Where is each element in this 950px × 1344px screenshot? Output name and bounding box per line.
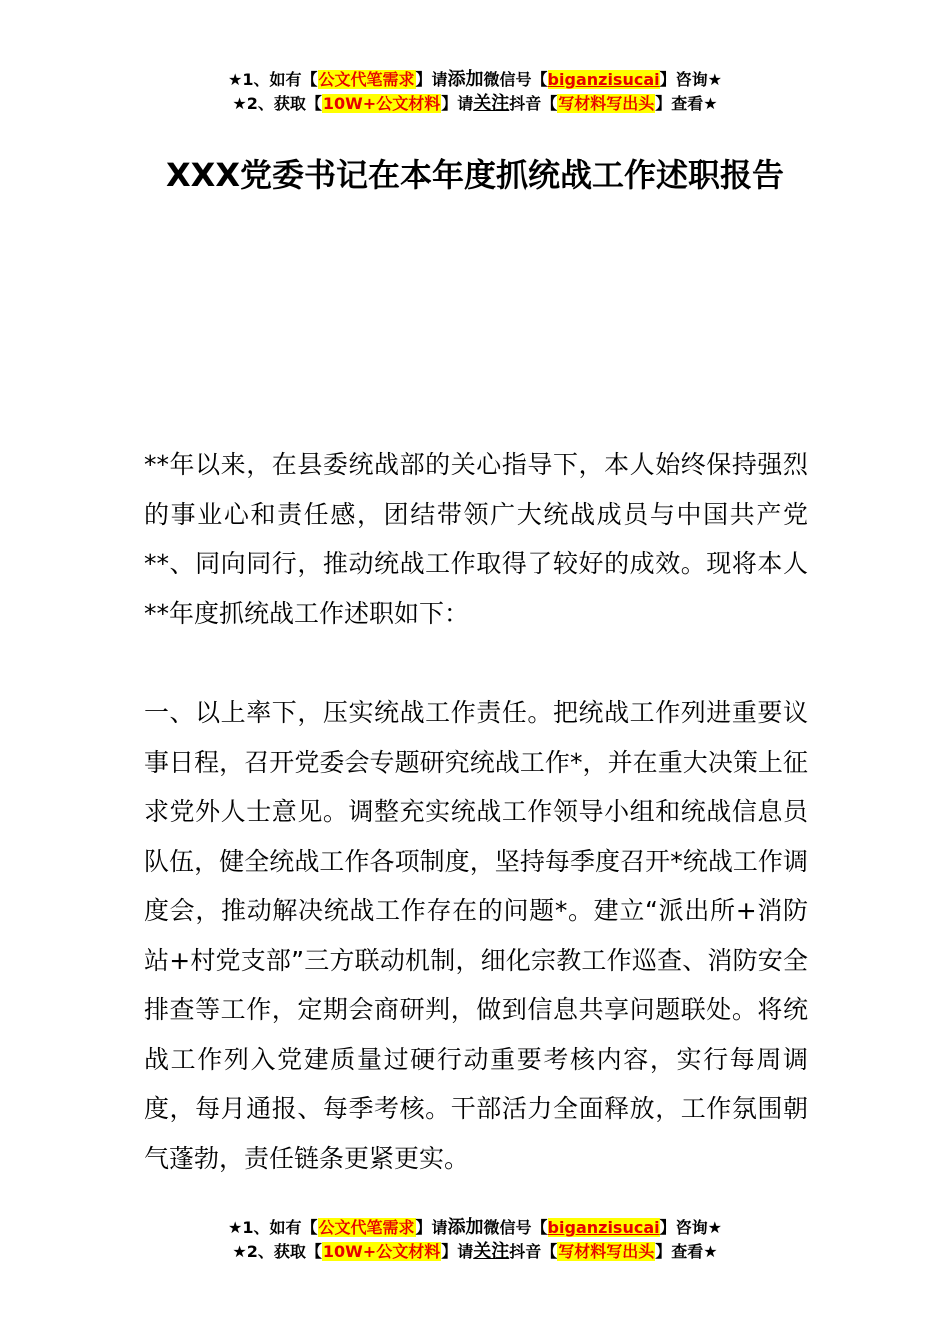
promo-line-1-emphasis: 添加 <box>447 1217 484 1238</box>
promo-line-1-mid2: 微信号【 <box>483 1218 548 1237</box>
promo-line-1-mid: 】请 <box>415 1218 448 1237</box>
promo-line-1-prefix: ★1、如有【 <box>228 70 318 89</box>
promo-line-2-mid2: 抖音【 <box>509 1242 558 1261</box>
promo-line-1-suffix: 】咨询★ <box>659 70 722 89</box>
promo-line-1-suffix: 】咨询★ <box>659 1218 722 1237</box>
promo-line-2-douyin-account: 写材料写出头 <box>558 94 655 113</box>
top-promo-banner <box>0 68 950 116</box>
body-paragraph-section-1: 一、以上率下，压实统战工作责任。把统战工作列进重要议事日程，召开党委会专题研究统战工作*，并在重大决策上征求党外人士意见。调整充实统战工作领导小组和统战信息员队伍，健全统战工作各项制度，坚持每季度召开*统战工作调度会，推动解决统战工作存在的问题*。建立“派出所+消防站+村党支部”三方联动机制，细化宗教工作巡查、消防安全排查等工作，定期会商研判，做到信息共享问题联处。将统战工作列入党建质量过硬行动重要考核内容，实行每周调度，每月通报、每季考核。干部活力全面释放，工作氛围朝气蓬勃，责任链条更紧更实。 <box>144 698 808 1173</box>
document-title: XXX党委书记在本年度抓统战工作述职报告 <box>165 156 785 194</box>
promo-line-2-mid: 】请 <box>441 94 474 113</box>
promo-line-2-suffix: 】查看★ <box>655 1242 718 1261</box>
promo-line-1-wechat-id[interactable]: biganzisucai <box>547 1218 660 1237</box>
body-paragraph-intro: **年以来，在县委统战部的关心指导下，本人始终保持强烈的事业心和责任感，团结带领广大统战成员与中国共产党**、同向同行，推动统战工作取得了较好的成效。现将本人**年度抓统战工作述职如下： <box>144 450 808 628</box>
promo-line-2-highlight-materials: 10W+公文材料 <box>322 94 441 113</box>
promo-line-2 <box>0 1240 950 1264</box>
promo-line-2-prefix: ★2、获取【 <box>232 1242 322 1261</box>
promo-line-2-mid2: 抖音【 <box>509 94 558 113</box>
promo-line-2-prefix: ★2、获取【 <box>232 94 322 113</box>
promo-line-1-wechat-id[interactable]: biganzisucai <box>547 70 660 89</box>
promo-line-2-douyin-account: 写材料写出头 <box>558 1242 655 1261</box>
promo-line-1-highlight-service: 公文代笔需求 <box>318 70 415 89</box>
promo-line-1-highlight-service: 公文代笔需求 <box>318 1218 415 1237</box>
promo-line-2-emphasis: 关注 <box>473 1241 510 1262</box>
promo-line-1-emphasis: 添加 <box>447 69 484 90</box>
promo-line-2-emphasis: 关注 <box>473 93 510 114</box>
bottom-promo-banner <box>0 1216 950 1264</box>
promo-line-1 <box>0 68 950 92</box>
promo-line-2-highlight-materials: 10W+公文材料 <box>322 1242 441 1261</box>
promo-line-1 <box>0 1216 950 1240</box>
promo-line-2 <box>0 92 950 116</box>
promo-line-1-prefix: ★1、如有【 <box>228 1218 318 1237</box>
promo-line-1-mid: 】请 <box>415 70 448 89</box>
promo-line-1-mid2: 微信号【 <box>483 70 548 89</box>
promo-line-2-suffix: 】查看★ <box>655 94 718 113</box>
promo-line-2-mid: 】请 <box>441 1242 474 1261</box>
